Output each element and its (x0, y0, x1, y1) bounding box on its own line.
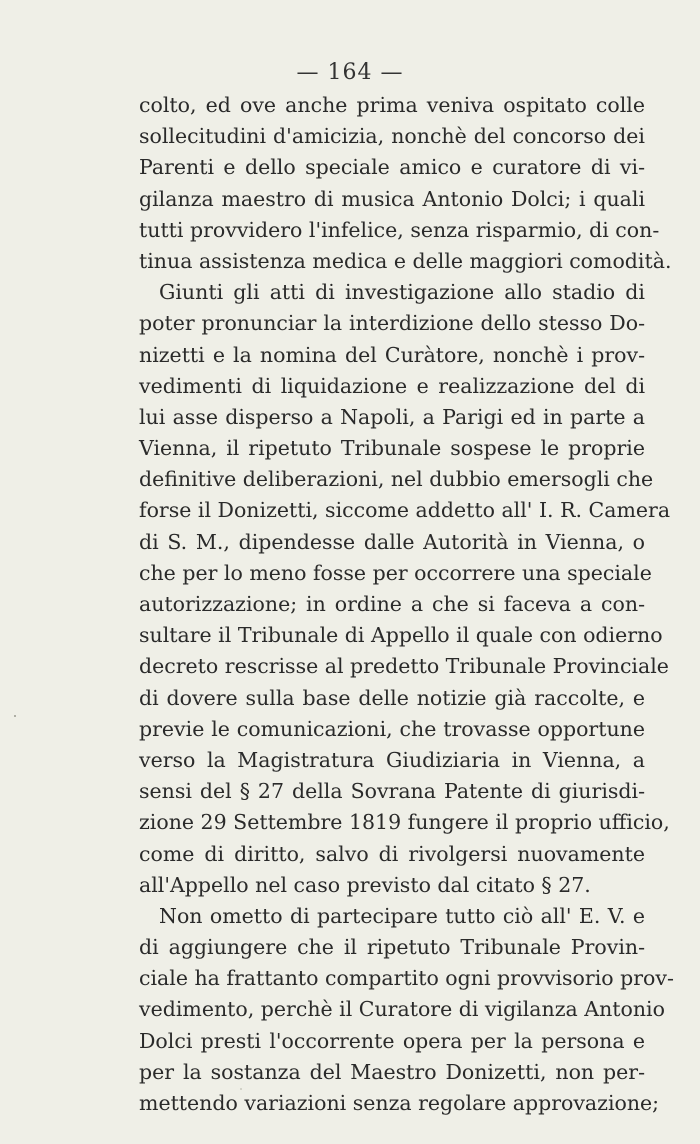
text-line: di S. M., dipendesse dalle Autorità in Vienna, o (139, 529, 645, 554)
text-line: sultare il Tribunale di Appello il quale con odierno (139, 623, 663, 648)
text-line: definitive deliberazioni, nel dubbio emersogli che (139, 467, 654, 492)
text-line: che per lo meno fosse per occorrere una speciale (139, 560, 652, 585)
text-line: di dovere sulla base delle notizie già raccolte, e (139, 685, 645, 710)
text-line: ciale ha frattanto compartito ogni provvisorio prov- (139, 966, 674, 991)
text-line: verso la Magistratura Giudiziaria in Vienna, a (139, 747, 645, 772)
paper-speck (240, 1088, 242, 1090)
text-line: mettendo variazioni senza regolare approvazione; (139, 1091, 660, 1115)
text-line: nizetti e la nomina del Curàtore, nonchè i prov- (139, 342, 645, 367)
text-line: gilanza maestro di musica Antonio Dolci; i quali (139, 186, 645, 211)
text-line: previe le comunicazioni, che trovasse opportune (139, 716, 645, 741)
text-line: vedimento, perchè il Curatore di vigilanza Antonio (139, 997, 665, 1022)
margin-speck (14, 715, 16, 717)
text-line: Parenti e dello speciale amico e curatore di vi- (139, 155, 645, 180)
text-line: forse il Donizetti, siccome addetto all' I. R. Camera (139, 498, 671, 523)
body-text (139, 90, 674, 1119)
text-line: come di diritto, salvo di rivolgersi nuovamente (139, 841, 645, 866)
text-line: Dolci presti l'occorrente opera per la persona e (139, 1028, 645, 1053)
paragraph-start-line: Giunti gli atti di investigazione allo stadio di (159, 280, 645, 305)
text-line: lui asse disperso a Napoli, a Parigi ed in parte a (139, 404, 645, 429)
page-number: — 164 — (296, 60, 404, 85)
text-line: autorizzazione; in ordine a che si faceva a con- (139, 592, 645, 616)
text-line: vedimenti di liquidazione e realizzazione del di (139, 373, 645, 398)
text-line: tinua assistenza medica e delle maggiori comodità. (139, 248, 672, 273)
text-line: poter pronunciar la interdizione dello stesso Do- (139, 311, 645, 336)
text-line: di aggiungere che il ripetuto Tribunale Provin- (139, 935, 645, 960)
text-line: all'Appello nel caso previsto dal citato § 27. (139, 872, 591, 897)
text-line: per la sostanza del Maestro Donizetti, non per- (139, 1059, 645, 1084)
text-line: tutti provvidero l'infelice, senza risparmio, di con- (139, 217, 660, 242)
text-line: decreto rescrisse al predetto Tribunale Provinciale (139, 654, 669, 679)
text-line: sollecitudini d'amicizia, nonchè del concorso dei (139, 124, 645, 149)
text-line: zione 29 Settembre 1819 fungere il proprio ufficio, (139, 810, 670, 835)
paragraph-start-line: Non ometto di partecipare tutto ciò all' E. V. e (159, 903, 645, 928)
text-line: colto, ed ove anche prima veniva ospitato colle (139, 93, 645, 117)
text-line: sensi del § 27 della Sovrana Patente di giurisdi- (139, 779, 645, 804)
text-line: Vienna, il ripetuto Tribunale sospese le proprie (139, 436, 645, 461)
